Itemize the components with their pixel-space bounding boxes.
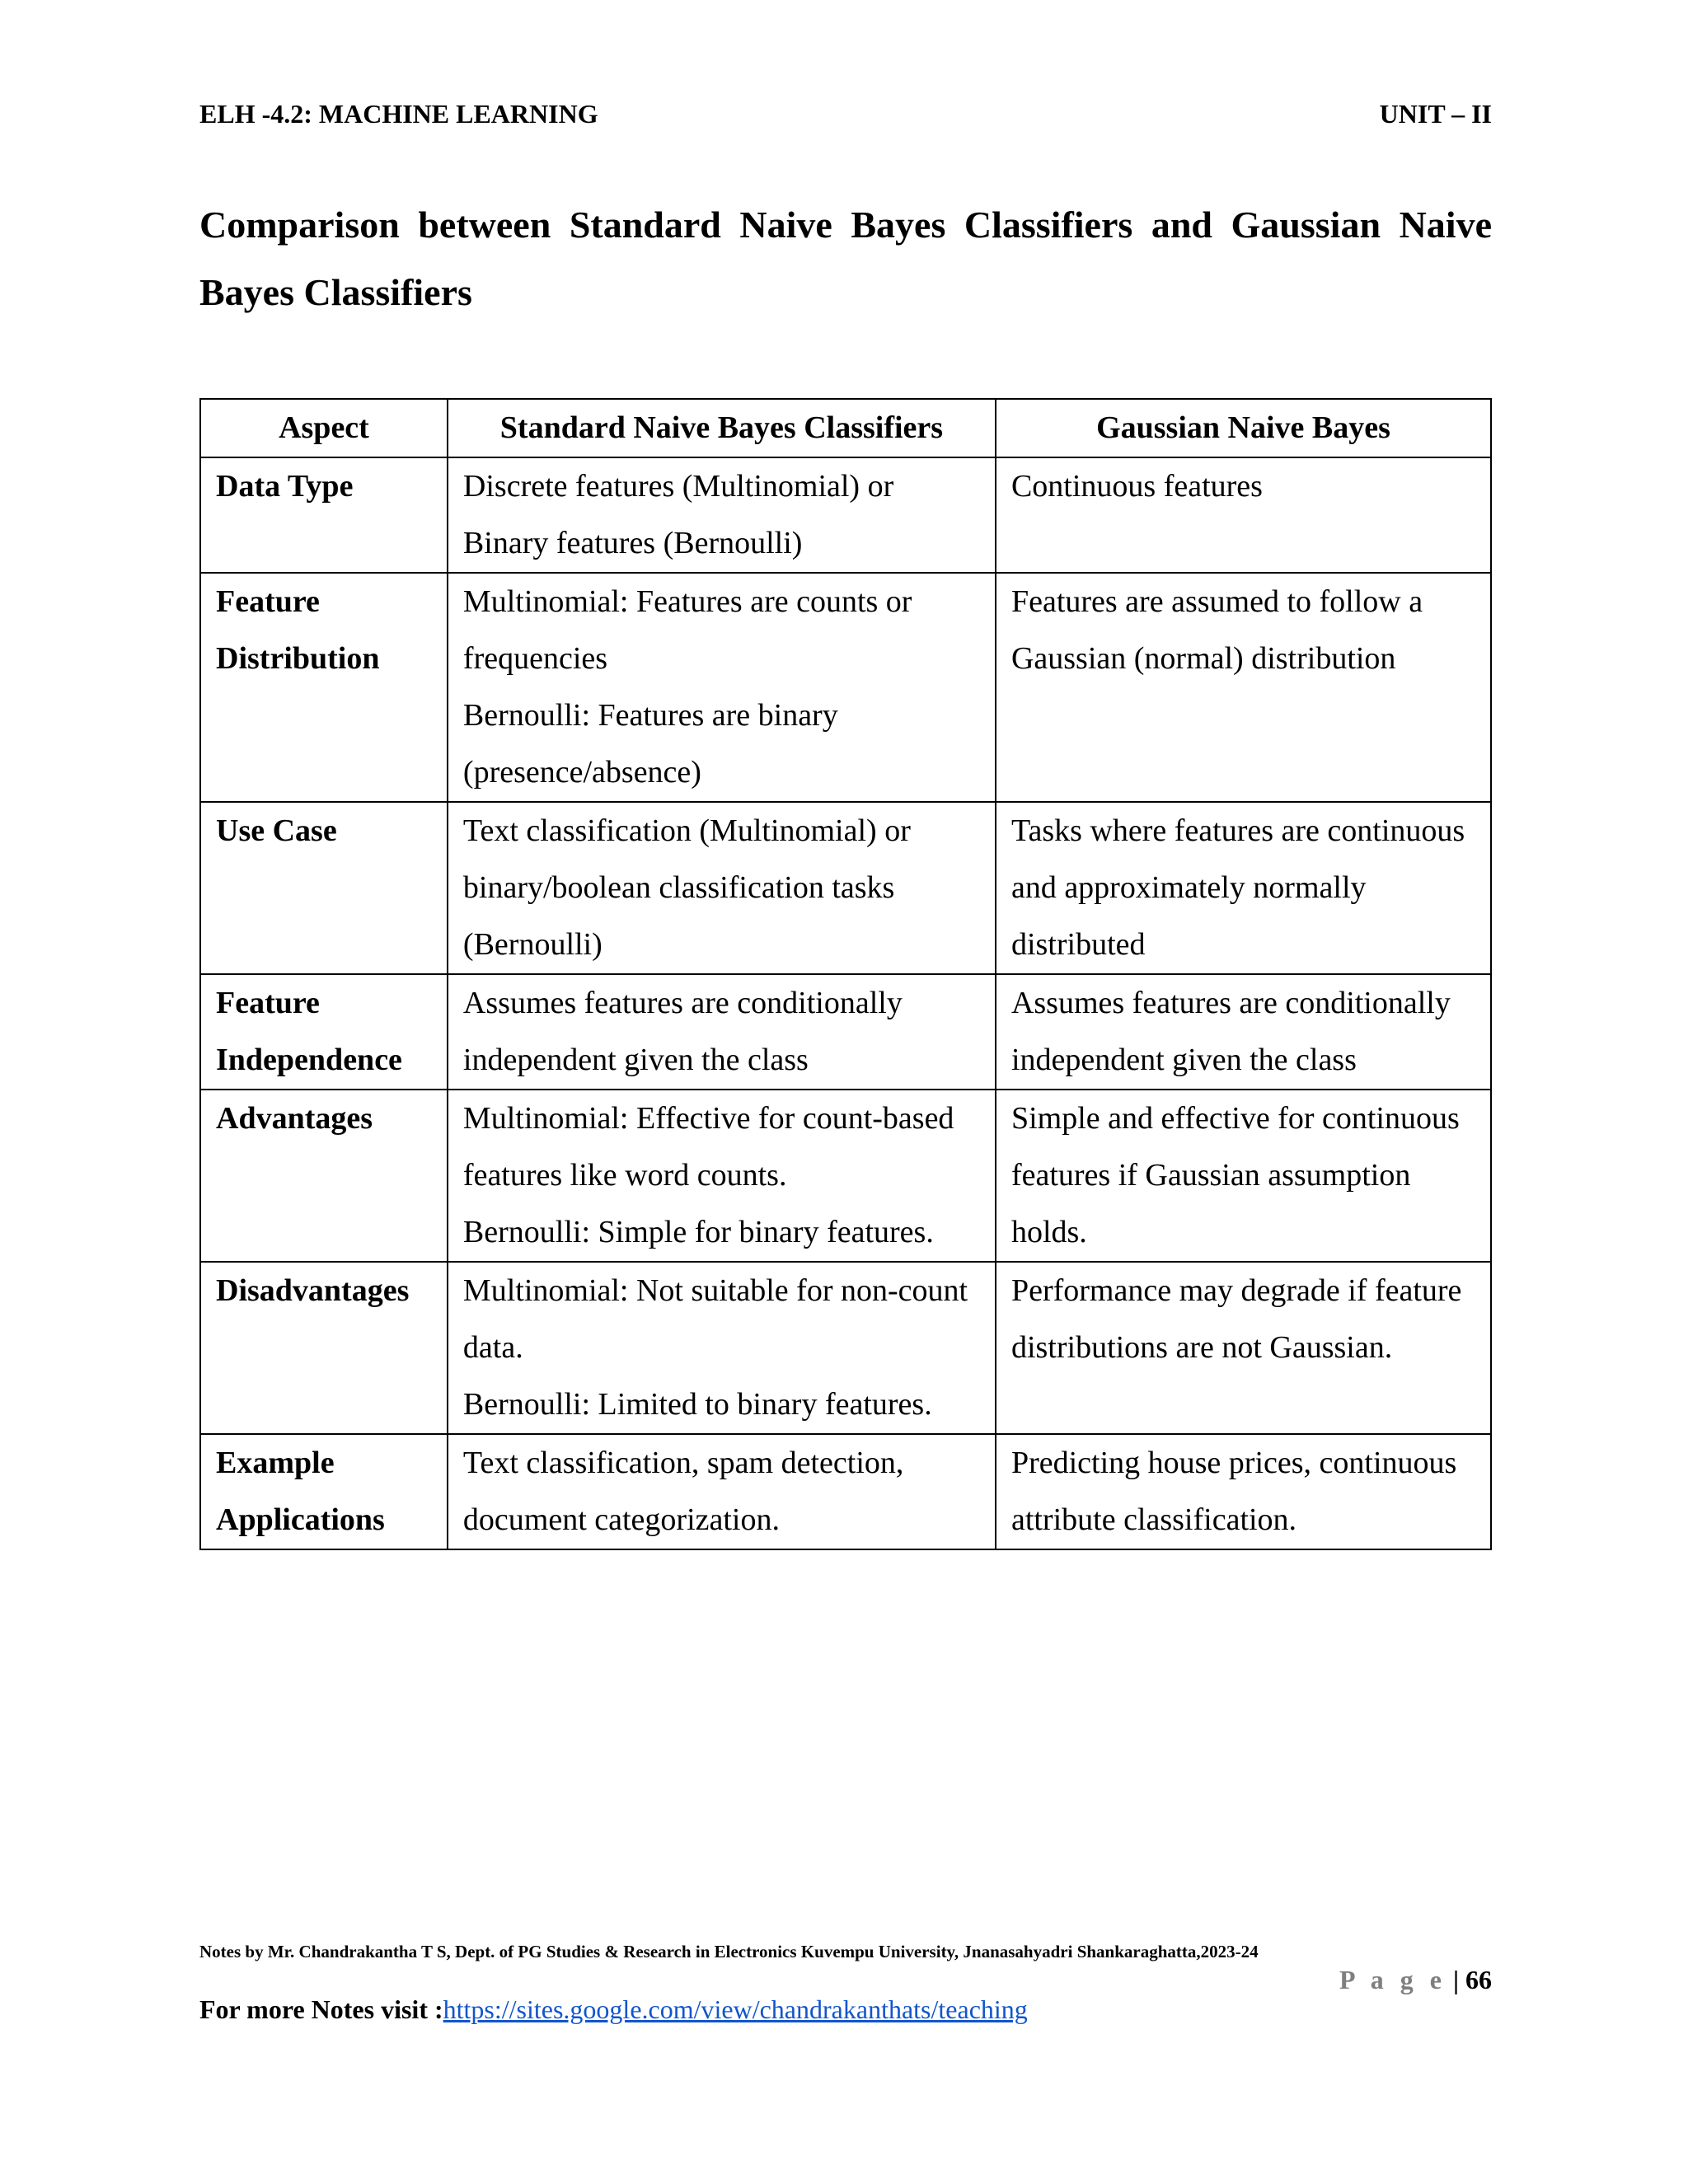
page-separator: |	[1452, 1965, 1459, 1994]
table-row	[200, 1434, 1491, 1549]
gaussian-cell-text: Assumes features are conditionally independent given the class	[1010, 986, 1451, 1077]
standard-cell-text: Assumes features are conditionally independent given the class	[462, 986, 903, 1077]
table-row	[200, 974, 1491, 1090]
standard-cell	[448, 457, 996, 573]
standard-cell	[448, 974, 996, 1090]
standard-cell-text: Multinomial: Effective for count-based features like word counts.	[462, 1101, 954, 1193]
table-row	[200, 457, 1491, 573]
table-row	[200, 573, 1491, 802]
aspect-cell: Feature Independence	[200, 974, 448, 1090]
gaussian-cell-text: Continuous features	[1010, 469, 1263, 504]
standard-cell-text: Multinomial: Features are counts or frequencies	[462, 584, 912, 676]
gaussian-cell	[996, 1262, 1491, 1434]
table-row	[200, 802, 1491, 974]
gaussian-cell-text: Tasks where features are continuous and approximately normally distributed	[1010, 813, 1465, 962]
table-row	[200, 1090, 1491, 1262]
gaussian-cell	[996, 457, 1491, 573]
gaussian-cell	[996, 802, 1491, 974]
gaussian-cell-text: Simple and effective for continuous features if Gaussian assumption holds.	[1010, 1101, 1460, 1249]
standard-cell-text: Multinomial: Not suitable for non-count data.	[462, 1273, 968, 1365]
notes-credit: Notes by Mr. Chandrakantha T S, Dept. of PG Studies & Research in Electronics Kuvempu University, Jnanasahyadri Shankaraghatta,2023-24	[199, 1942, 1259, 1961]
gaussian-cell	[996, 573, 1491, 802]
more-notes-label: For more Notes visit :	[199, 1994, 443, 2024]
notes-link[interactable]: https://sites.google.com/view/chandrakanthats/teaching	[443, 1994, 1028, 2024]
standard-cell	[448, 802, 996, 974]
standard-cell	[448, 1262, 996, 1434]
standard-cell-text: Bernoulli: Limited to binary features.	[462, 1387, 932, 1422]
table-body	[200, 457, 1491, 1549]
header-aspect: Aspect	[200, 399, 448, 457]
gaussian-cell-text: Performance may degrade if feature distributions are not Gaussian.	[1010, 1273, 1462, 1365]
gaussian-cell-text: Features are assumed to follow a Gaussian (normal) distribution	[1010, 584, 1423, 676]
standard-cell-text: Discrete features (Multinomial) or Binary features (Bernoulli)	[462, 469, 894, 560]
standard-cell-text: Bernoulli: Simple for binary features.	[462, 1215, 934, 1249]
header-gaussian: Gaussian Naive Bayes	[996, 399, 1491, 457]
comparison-table	[199, 398, 1492, 1550]
standard-cell-text: Text classification, spam detection, document categorization.	[462, 1446, 904, 1537]
aspect-cell: Disadvantages	[200, 1262, 448, 1434]
aspect-cell: Data Type	[200, 457, 448, 573]
page-header	[199, 99, 1492, 129]
standard-cell-text: Text classification (Multinomial) or binary/boolean classification tasks (Bernoulli)	[462, 813, 911, 962]
page-label: P a g e	[1339, 1965, 1447, 1994]
standard-cell	[448, 1434, 996, 1549]
aspect-cell: Feature Distribution	[200, 573, 448, 802]
standard-cell	[448, 1090, 996, 1262]
gaussian-cell	[996, 1090, 1491, 1262]
aspect-cell: Example Applications	[200, 1434, 448, 1549]
aspect-cell: Advantages	[200, 1090, 448, 1262]
gaussian-cell	[996, 974, 1491, 1090]
gaussian-cell-text: Predicting house prices, continuous attribute classification.	[1010, 1446, 1457, 1537]
standard-cell	[448, 573, 996, 802]
table-row	[200, 1262, 1491, 1434]
unit-label: UNIT – II	[1379, 99, 1492, 129]
header-standard: Standard Naive Bayes Classifiers	[448, 399, 996, 457]
page-title: Comparison between Standard Naive Bayes Classifiers and Gaussian Naive Bayes Classifiers	[199, 204, 1492, 313]
page-number	[1339, 1965, 1492, 1995]
more-notes	[199, 1994, 1028, 2025]
standard-cell-text: Bernoulli: Features are binary (presence/absence)	[462, 698, 838, 790]
page-number-value: 66	[1465, 1965, 1492, 1994]
aspect-cell: Use Case	[200, 802, 448, 974]
course-title: ELH -4.2: MACHINE LEARNING	[199, 99, 598, 129]
table-header-row	[200, 399, 1491, 457]
gaussian-cell	[996, 1434, 1491, 1549]
